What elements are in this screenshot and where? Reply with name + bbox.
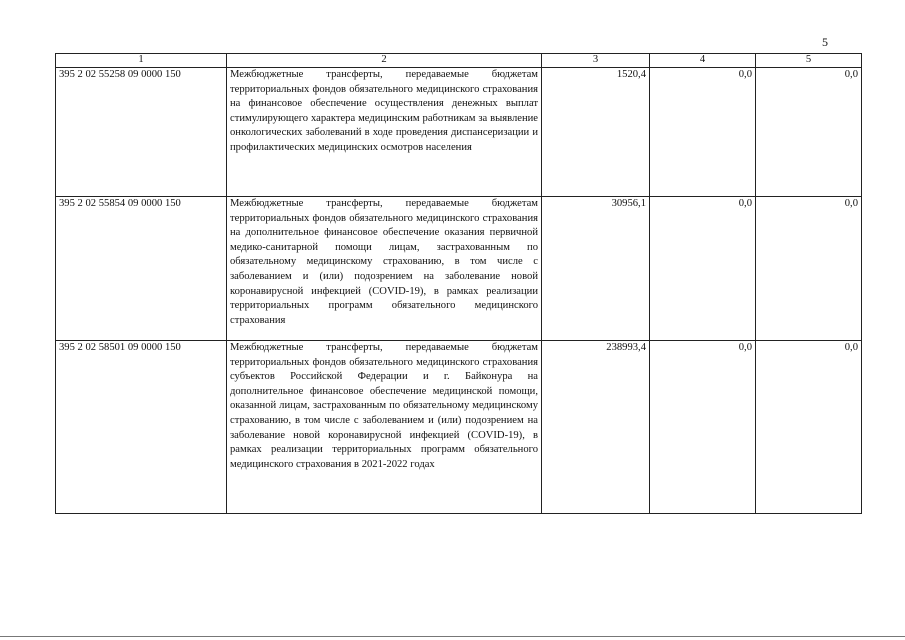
budget-table: [55, 53, 862, 514]
budget-code-cell: 395 2 02 55854 09 0000 150: [56, 197, 227, 341]
amount-cell-col5: 0,0: [756, 197, 862, 341]
amount-cell-col3: 1520,4: [542, 68, 650, 197]
column-header-1: 1: [56, 54, 227, 68]
amount-cell-col4: 0,0: [650, 68, 756, 197]
amount-cell-col3: 238993,4: [542, 341, 650, 514]
column-header-4: 4: [650, 54, 756, 68]
amount-cell-col3: 30956,1: [542, 197, 650, 341]
table-row: [56, 341, 862, 514]
column-header-2: 2: [227, 54, 542, 68]
description-cell: Межбюджетные трансферты, передаваемые бюджетам территориальных фондов обязательного медицинского страхования субъектов Российской Федерации и г. Байконура на дополнительное финансовое обеспечение медицинской помощи, оказанной лицам, застрахованным по обязательному медицинскому страхованию, в том числе с заболеванием и (или) подозрением на заболевание новой коронавирусной инфекцией (COVID-19), в рамках реализации территориальных программ обязательного медицинского страхования в 2021-2022 годах: [227, 341, 542, 514]
description-cell: Межбюджетные трансферты, передаваемые бюджетам территориальных фондов обязательного медицинского страхования на дополнительное финансовое обеспечение оказания первичной медико-санитарной помощи лицам, застрахованным по обязательному медицинскому страхованию, в том числе с заболеванием и (или) подозрением на заболевание новой коронавирусной инфекцией (COVID-19), в рамках реализации территориальных программ обязательного медицинского страхования: [227, 197, 542, 341]
scan-edge-line: [0, 636, 905, 637]
amount-cell-col4: 0,0: [650, 341, 756, 514]
amount-cell-col4: 0,0: [650, 197, 756, 341]
column-header-3: 3: [542, 54, 650, 68]
amount-cell-col5: 0,0: [756, 341, 862, 514]
amount-cell-col5: 0,0: [756, 68, 862, 197]
budget-code-cell: 395 2 02 55258 09 0000 150: [56, 68, 227, 197]
table-header-row: [56, 54, 862, 68]
budget-code-cell: 395 2 02 58501 09 0000 150: [56, 341, 227, 514]
table-row: [56, 197, 862, 341]
page-number: 5: [822, 35, 828, 49]
table-row: [56, 68, 862, 197]
column-header-5: 5: [756, 54, 862, 68]
description-cell: Межбюджетные трансферты, передаваемые бюджетам территориальных фондов обязательного медицинского страхования на финансовое обеспечение осуществления денежных выплат стимулирующего характера медицинским работникам за выявление онкологических заболеваний в ходе проведения диспансеризации и профилактических медицинских осмотров населения: [227, 68, 542, 197]
